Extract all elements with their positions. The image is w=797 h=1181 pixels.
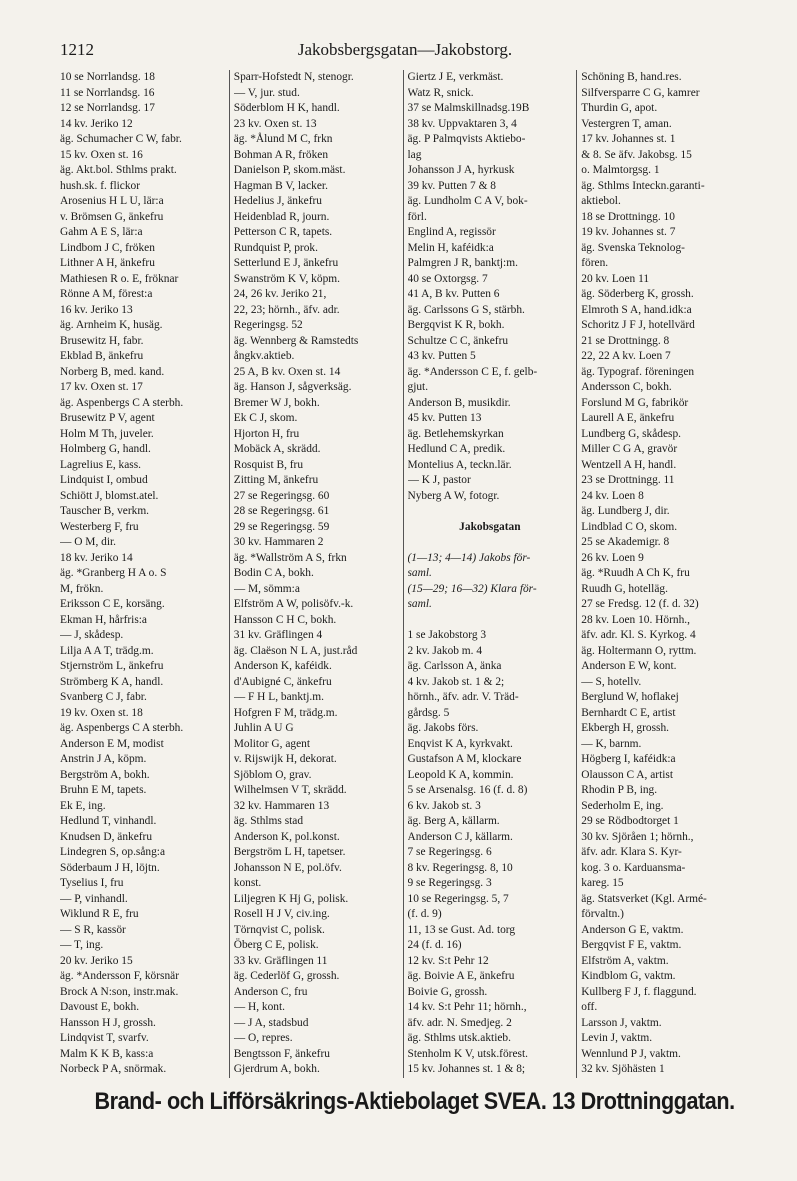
directory-entry: v. Brömsen G, änkefru <box>60 210 164 223</box>
directory-entry: 28 kv. Loen 10. Hörnh., <box>581 613 690 626</box>
directory-entry: & 8. Se äfv. Jakobsg. 15 <box>581 148 692 161</box>
directory-entry: — V, jur. stud. <box>233 86 300 99</box>
directory-entry: Montelius A, teckn.lär. <box>407 458 512 471</box>
directory-entry: 17 kv. Johannes st. 1 <box>581 133 676 145</box>
directory-entry: Miller C G A, gravör <box>581 443 678 455</box>
directory-entry: — S, hotellv. <box>581 675 642 688</box>
directory-entry: Anderson K, kaféidk. <box>233 660 332 672</box>
directory-entry: 22, 22 A kv. Loen 7 <box>581 350 671 362</box>
directory-entry: Nyberg A W, fotogr. <box>407 489 500 502</box>
directory-entry: Wiklund R E, fru <box>60 908 139 920</box>
directory-entry: 4 kv. Jakob st. 1 & 2; <box>407 675 505 688</box>
directory-entry: äg. Claëson N L A, just.råd <box>233 644 358 657</box>
directory-entry: äg. Carlssons G S, stärbh. <box>407 303 525 316</box>
directory-entry: 31 kv. Gräflingen 4 <box>233 629 323 641</box>
directory-entry: 24 (f. d. 16) <box>407 939 462 951</box>
directory-entry: (15—29; 16—32) Klara för- <box>407 582 537 595</box>
directory-entry: gjut. <box>407 381 429 393</box>
directory-entry: äg. Typograf. föreningen <box>581 365 695 378</box>
directory-entry: Lilja A A T, trädg.m. <box>60 644 154 657</box>
directory-entry: hörnh., äfv. adr. V. Träd- <box>407 691 519 703</box>
directory-entry: äg. Betlehemskyrkan <box>407 427 504 440</box>
directory-entry <box>408 613 573 629</box>
directory-entry: äg. Aspenbergs C A sterbh. <box>60 722 184 734</box>
directory-entry: 14 kv. S:t Pehr 11; hörnh., <box>407 1001 527 1013</box>
directory-entry: (1—13; 4—14) Jakobs för- <box>407 551 531 564</box>
directory-entry: Holm M Th, juveler. <box>60 427 154 440</box>
directory-entry: Liljegren K Hj G, polisk. <box>233 892 349 905</box>
directory-entry: äg. *Ruudh A Ch K, fru <box>581 567 690 579</box>
directory-entry: 12 se Norrlandsg. 17 <box>60 102 155 114</box>
directory-entry: Gustafson A M, klockare <box>407 753 522 765</box>
directory-entry: Kindblom G, vaktm. <box>581 970 676 982</box>
directory-entry: Forslund M G, fabrikör <box>581 396 689 409</box>
directory-entry: 17 kv. Oxen st. 17 <box>60 381 143 393</box>
directory-entry: Hagman B V, lacker. <box>233 179 328 192</box>
directory-entry: förl. <box>407 210 427 223</box>
directory-entry: äg. Lundholm C A V, bok- <box>407 195 528 207</box>
directory-entry: Thurdin G, apot. <box>581 102 658 114</box>
directory-entry: off. <box>581 1001 598 1013</box>
directory-entry: Jakobsgatan <box>459 520 521 533</box>
advertisement-footer: Brand- och Lifförsäkrings-Aktiebolaget SVEA. 13 Drottninggatan. <box>94 1088 735 1115</box>
directory-entry: Bremer W J, bokh. <box>233 396 320 409</box>
directory-entry: 10 se Regeringsg. 5, 7 <box>407 892 509 905</box>
directory-entry: 18 kv. Jeriko 14 <box>60 551 133 564</box>
directory-entry: ångkv.aktieb. <box>233 350 295 362</box>
directory-entry: — J, skådesp. <box>60 629 124 641</box>
directory-entry: Malm K K B, kass:a <box>60 1047 154 1060</box>
directory-entry: äg. Svenska Teknolog- <box>581 241 685 254</box>
directory-entry: äg. Carlsson A, änka <box>407 660 502 672</box>
directory-entry: Schultze C C, änkefru <box>407 334 509 347</box>
directory-entry: (f. d. 9) <box>407 908 442 920</box>
directory-entry: Bergqvist F E, vaktm. <box>581 939 682 951</box>
directory-entry: Petterson C R, tapets. <box>233 226 333 238</box>
directory-entry: Elmroth S A, hand.idk:a <box>581 303 692 316</box>
directory-entry: Hedlund T, vinhandl. <box>60 815 157 827</box>
directory-entry: Öberg C E, polisk. <box>233 939 319 951</box>
directory-entry: Rosquist B, fru <box>233 458 304 471</box>
directory-entry: 25 A, B kv. Oxen st. 14 <box>233 365 341 378</box>
directory-entry: — J A, stadsbud <box>233 1016 309 1029</box>
directory-entry: Rönne A M, förest:a <box>60 288 153 300</box>
directory-entry: Eriksson C E, korsäng. <box>60 598 165 610</box>
directory-entry: äfv. adr. Kl. S. Kyrkog. 4 <box>581 629 696 641</box>
directory-entry: Heidenblad R, journ. <box>233 210 330 223</box>
directory-columns <box>60 70 750 1078</box>
directory-entry: Englind A, regissör <box>407 226 496 238</box>
directory-entry: o. Malmtorgsg. 1 <box>581 164 660 176</box>
directory-entry: Svanberg C J, fabr. <box>60 691 147 703</box>
directory-entry: Norberg B, med. kand. <box>60 365 165 378</box>
directory-entry: Bergström L H, tapetser. <box>233 846 346 858</box>
directory-entry: äg. Arnheim K, husäg. <box>60 319 163 331</box>
directory-entry: 14 kv. Jeriko 12 <box>60 117 133 130</box>
directory-entry: Berglund W, hoflakej <box>581 691 679 703</box>
directory-entry: Söderblom H K, handl. <box>233 102 340 114</box>
directory-entry: 9 se Regeringsg. 3 <box>407 877 492 889</box>
directory-entry: v. Rijswijk H, dekorat. <box>233 753 337 765</box>
directory-entry: 28 se Regeringsg. 61 <box>233 505 330 517</box>
directory-entry: Rhodin P B, ing. <box>581 784 658 796</box>
directory-entry: kog. 3 o. Karduansma- <box>581 861 686 874</box>
page-title: Jakobsbergsgatan—Jakobstorg. <box>297 40 513 59</box>
directory-entry: Brusewitz P V, agent <box>60 412 155 424</box>
directory-entry: M, frökn. <box>60 582 104 595</box>
directory-entry: Lithner A H, änkefru <box>60 257 155 269</box>
directory-entry: Högberg I, kaféidk:a <box>581 753 676 765</box>
directory-entry: äg. *Wallström A S, frkn <box>233 551 347 564</box>
directory-entry: 7 se Regeringsg. 6 <box>407 846 492 858</box>
directory-entry: 19 kv. Oxen st. 18 <box>60 706 143 719</box>
directory-entry: 32 kv. Sjöhästen 1 <box>581 1063 665 1075</box>
directory-entry: Ekbergh H, grossh. <box>581 722 669 734</box>
directory-entry: gårdsg. 5 <box>407 706 450 719</box>
directory-entry: Bergström A, bokh. <box>60 768 150 781</box>
directory-entry: äg. *Granberg H A o. S <box>60 567 167 579</box>
directory-entry: 2 kv. Jakob m. 4 <box>407 644 483 657</box>
directory-entry: Hofgren F M, trädg.m. <box>233 706 338 719</box>
directory-entry: hush.sk. f. flickor <box>60 179 141 192</box>
page-number: 1212 <box>60 40 94 59</box>
directory-entry: 23 kv. Oxen st. 13 <box>233 117 317 130</box>
directory-entry: Zitting M, änkefru <box>233 474 319 486</box>
directory-entry: Danielson P, skom.mäst. <box>233 164 346 176</box>
directory-entry: Wentzell A H, handl. <box>581 458 677 471</box>
directory-entry: Brusewitz H, fabr. <box>60 334 144 347</box>
directory-entry: — F H L, banktj.m. <box>233 691 324 703</box>
directory-entry: Ek C J, skom. <box>233 412 298 424</box>
directory-entry: Juhlin A U G <box>233 722 294 734</box>
directory-entry: Sederholm E, ing. <box>581 799 664 812</box>
directory-entry: Setterlund E J, änkefru <box>233 257 339 269</box>
directory-entry: Swanström K V, köpm. <box>233 272 340 285</box>
directory-entry: äg. Sthlms utsk.aktieb. <box>407 1032 511 1044</box>
directory-entry: Bodin C A, bokh. <box>233 567 314 579</box>
directory-entry: äg. Akt.bol. Sthlms prakt. <box>60 164 177 176</box>
directory-entry: 38 kv. Uppvaktaren 3, 4 <box>407 117 517 130</box>
directory-entry: Melin H, kaféidk:a <box>407 241 494 254</box>
directory-entry: Knudsen D, änkefru <box>60 830 153 843</box>
directory-entry: 12 kv. S:t Pehr 12 <box>407 954 489 967</box>
directory-entry: 20 kv. Jeriko 15 <box>60 954 133 967</box>
directory-entry: Tauscher B, verkm. <box>60 505 150 517</box>
directory-entry: Anderson E W, kont. <box>581 660 677 672</box>
directory-entry: — S R, kassör <box>60 923 126 936</box>
column-2 <box>229 70 403 1078</box>
directory-entry: Wilhelmsen V T, skrädd. <box>233 784 347 796</box>
directory-entry: Hedelius J, änkefru <box>233 195 322 207</box>
directory-entry: 37 se Malmskillnadsg.19B <box>407 102 530 114</box>
directory-entry: äg. Aspenbergs C A sterbh. <box>60 396 184 409</box>
directory-entry: Hjorton H, fru <box>233 427 300 440</box>
directory-entry: äg. Wennberg & Ramstedts <box>233 334 359 347</box>
directory-entry: Kullberg F J, f. flaggund. <box>581 985 697 998</box>
directory-entry: Molitor G, agent <box>233 737 310 750</box>
directory-entry: — K, barnm. <box>581 737 642 750</box>
directory-entry: Lindblad C O, skom. <box>581 520 678 533</box>
directory-entry: aktiebol. <box>581 195 621 207</box>
directory-entry: Stenholm K V, utsk.förest. <box>407 1047 528 1060</box>
directory-entry: Ekblad B, änkefru <box>60 350 144 362</box>
directory-entry: förvaltn.) <box>581 908 624 920</box>
directory-entry: Söderbaum J H, löjtn. <box>60 861 160 874</box>
directory-entry: 30 kv. Sjöråen 1; hörnh., <box>581 830 694 843</box>
directory-entry: — O M, dir. <box>60 536 117 548</box>
directory-entry: Leopold K A, kommin. <box>407 768 514 781</box>
directory-entry: Strömberg K A, handl. <box>60 675 164 688</box>
directory-entry: äg. Cederlöf G, grossh. <box>233 970 340 982</box>
directory-entry: Watz R, snick. <box>407 86 474 99</box>
directory-entry: Boivie G, grossh. <box>407 985 488 998</box>
directory-entry: 8 kv. Regeringsg. 8, 10 <box>407 861 513 874</box>
directory-entry: Andersson C, bokh. <box>581 381 672 393</box>
directory-entry: Regeringsg. 52 <box>233 319 303 331</box>
column-4 <box>576 70 750 1078</box>
directory-entry: Lagrelius E, kass. <box>60 458 141 471</box>
directory-entry: 29 se Regeringsg. 59 <box>233 520 330 533</box>
directory-entry: äfv. adr. Klara S. Kyr- <box>581 846 682 858</box>
directory-entry: Olausson C A, artist <box>581 768 674 781</box>
directory-entry: Johansson J A, hyrkusk <box>407 164 515 176</box>
directory-entry: 24 kv. Loen 8 <box>581 489 644 502</box>
directory-entry: — T, ing. <box>60 939 104 951</box>
directory-entry: Rosell H J V, civ.ing. <box>233 908 330 920</box>
directory-entry: saml. <box>407 598 432 610</box>
directory-entry <box>408 1078 573 1079</box>
directory-entry: äg. *Andersson C E, f. gelb- <box>407 365 538 378</box>
directory-entry: äg. Berg A, källarm. <box>407 815 500 827</box>
directory-entry: Larsson J, vaktm. <box>581 1016 662 1029</box>
directory-entry: fören. <box>581 257 609 269</box>
directory-entry: äg. *Andersson F, körsnär <box>60 970 179 982</box>
directory-entry: 25 se Akademigr. 8 <box>581 536 670 548</box>
directory-entry: 32 kv. Hammaren 13 <box>233 799 330 812</box>
directory-entry: Palmgren J R, banktj:m. <box>407 257 518 269</box>
directory-entry: Sjöblom O, grav. <box>233 768 312 781</box>
directory-entry: 15 kv. Oxen st. 16 <box>60 148 143 161</box>
directory-entry: Tyselius I, fru <box>60 877 124 889</box>
directory-entry: Lundberg G, skådesp. <box>581 427 682 440</box>
directory-entry: Ekman H, hårfris:a <box>60 613 147 626</box>
directory-entry: Westerberg F, fru <box>60 520 139 533</box>
directory-entry: äg. Hanson J, sågverksäg. <box>233 381 352 393</box>
directory-entry: 40 se Oxtorgsg. 7 <box>407 272 488 285</box>
directory-entry: äg. Söderberg K, grossh. <box>581 288 694 300</box>
directory-entry: Anderson C J, källarm. <box>407 830 513 843</box>
directory-entry: saml. <box>407 567 432 579</box>
directory-entry: 23 se Drottningg. 11 <box>581 474 675 486</box>
directory-entry: Elfström A W, polisöfv.-k. <box>233 598 354 610</box>
directory-entry: Bernhardt C E, artist <box>581 706 676 719</box>
directory-entry: 21 se Drottningg. 8 <box>581 334 670 347</box>
page-header <box>60 40 750 64</box>
directory-entry: Hedlund C A, predik. <box>407 443 506 455</box>
directory-entry: Enqvist K A, kyrkvakt. <box>407 737 513 750</box>
directory-entry: Mathiesen R o. E, fröknar <box>60 272 179 285</box>
directory-entry <box>60 1078 225 1079</box>
directory-entry: 27 se Regeringsg. 60 <box>233 489 330 502</box>
directory-entry: Silfversparre C G, kamrer <box>581 86 700 99</box>
directory-entry: Vestergren T, aman. <box>581 117 672 130</box>
directory-entry: — P, vinhandl. <box>60 892 128 905</box>
directory-entry: Ek E, ing. <box>60 799 106 812</box>
directory-entry: Giertz J E, verkmäst. <box>407 71 504 83</box>
directory-entry: äg. Statsverket (Kgl. Armé- <box>581 892 707 905</box>
directory-entry: Arosenius H L U, lär:a <box>60 195 164 207</box>
directory-entry: Norbeck P A, snörmak. <box>60 1063 167 1075</box>
directory-entry: Lindbom J C, fröken <box>60 241 155 254</box>
directory-entry: — H, kont. <box>233 1001 286 1013</box>
directory-entry: Bruhn E M, tapets. <box>60 784 147 796</box>
directory-entry: Levin J, vaktm. <box>581 1032 653 1044</box>
directory-entry: äg. Boivie A E, änkefru <box>407 970 515 982</box>
directory-entry: Davoust E, bokh. <box>60 1001 140 1013</box>
directory-entry: 26 kv. Loen 9 <box>581 551 644 564</box>
directory-entry: Lindegren S, op.sång:a <box>60 846 166 858</box>
directory-entry: Hansson H J, grossh. <box>60 1016 156 1029</box>
directory-entry: äg. Lundberg J, dir. <box>581 505 670 517</box>
directory-entry: Mobäck A, skrädd. <box>233 443 321 455</box>
directory-entry: 10 se Norrlandsg. 18 <box>60 71 155 83</box>
directory-entry: 30 kv. Hammaren 2 <box>233 536 324 548</box>
directory-entry: 15 kv. Johannes st. 1 & 8; <box>407 1063 526 1075</box>
directory-entry: 33 kv. Gräflingen 11 <box>233 954 328 967</box>
directory-entry: Rundquist P, prok. <box>233 241 318 254</box>
directory-entry: Gjerdrum A, bokh. <box>233 1063 320 1075</box>
directory-entry: 16 kv. Jeriko 13 <box>60 303 133 316</box>
directory-entry: Anderson G E, vaktm. <box>581 923 684 936</box>
directory-entry: Johansson N E, pol.öfv. <box>233 861 342 874</box>
directory-entry: Lindqvist T, svarfv. <box>60 1032 149 1044</box>
directory-entry: Anderson E M, modist <box>60 737 164 750</box>
directory-entry: 45 kv. Putten 13 <box>407 412 482 424</box>
directory-entry: 19 kv. Johannes st. 7 <box>581 226 676 238</box>
directory-entry: Anstrin J A, köpm. <box>60 753 147 765</box>
column-1 <box>60 70 229 1078</box>
directory-entry: Wennlund P J, vaktm. <box>581 1047 681 1060</box>
directory-entry: Stjernström L, änkefru <box>60 660 164 672</box>
directory-entry: äg. Jakobs förs. <box>407 722 479 734</box>
directory-entry: Anderson B, musikdir. <box>407 396 511 409</box>
directory-entry: Anderson C, fru <box>233 985 308 998</box>
directory-entry: — M, sömm:a <box>233 582 300 595</box>
directory-entry: Gahm A E S, lär:a <box>60 226 143 238</box>
directory-entry: 27 se Fredsg. 12 (f. d. 32) <box>581 598 699 610</box>
directory-entry: 11, 13 se Gust. Ad. torg <box>407 923 516 936</box>
directory-entry: Elfström A, vaktm. <box>581 954 669 967</box>
directory-entry: d'Aubigné C, änkefru <box>233 675 332 688</box>
directory-entry: äfv. adr. N. Smedjeg. 2 <box>407 1016 512 1029</box>
directory-entry <box>408 504 573 520</box>
directory-entry: Ruudh G, hotelläg. <box>581 582 668 595</box>
directory-entry: Anderson K, pol.konst. <box>233 830 340 843</box>
directory-entry <box>234 1078 399 1079</box>
directory-entry: Bohman A R, fröken <box>233 148 329 161</box>
directory-entry: äg. P Palmqvists Aktiebo- <box>407 133 526 145</box>
directory-entry: äg. Sthlms stad <box>233 815 304 827</box>
directory-entry: Törnqvist C, polisk. <box>233 923 325 936</box>
column-3 <box>403 70 577 1078</box>
directory-entry: Bengtsson F, änkefru <box>233 1047 330 1060</box>
directory-entry: — K J, pastor <box>407 474 471 486</box>
directory-entry: 5 se Arsenalsg. 16 (f. d. 8) <box>407 784 528 796</box>
directory-entry: 24, 26 kv. Jeriko 21, <box>233 288 327 300</box>
directory-entry: konst. <box>233 877 262 889</box>
directory-entry: 11 se Norrlandsg. 16 <box>60 86 155 99</box>
directory-entry: Schoritz J F J, hotellvärd <box>581 319 695 331</box>
directory-entry: äg. Holtermann O, ryttm. <box>581 644 697 657</box>
directory-entry <box>408 535 573 551</box>
directory-entry: 39 kv. Putten 7 & 8 <box>407 179 496 192</box>
directory-entry: äg. Sthlms Inteckn.garanti- <box>581 179 705 192</box>
directory-entry: Sparr-Hofstedt N, stenogr. <box>233 71 354 83</box>
directory-entry: Schöning B, hand.res. <box>581 71 682 83</box>
directory-entry: Hansson C H C, bokh. <box>233 613 337 626</box>
directory-entry: 1 se Jakobstorg 3 <box>407 629 487 641</box>
directory-entry <box>581 1078 746 1079</box>
directory-entry: 18 se Drottningg. 10 <box>581 210 675 223</box>
directory-entry: 20 kv. Loen 11 <box>581 272 650 285</box>
directory-entry: Schiött J, blomst.atel. <box>60 489 159 502</box>
directory-entry: 22, 23; hörnh., äfv. adr. <box>233 303 340 316</box>
directory-entry: Laurell A E, änkefru <box>581 412 675 424</box>
directory-entry: lag <box>407 148 422 161</box>
directory-entry: Brock A N:son, instr.mak. <box>60 985 179 998</box>
directory-entry: äg. Schumacher C W, fabr. <box>60 133 182 145</box>
directory-entry: — O, repres. <box>233 1032 293 1044</box>
directory-entry: Holmberg G, handl. <box>60 443 151 455</box>
directory-entry: 29 se Rödbodtorget 1 <box>581 815 679 827</box>
directory-entry: 41 A, B kv. Putten 6 <box>407 288 500 300</box>
directory-entry: äg. *Ålund M C, frkn <box>233 133 333 145</box>
directory-entry: Lindquist I, ombud <box>60 474 148 486</box>
directory-entry: 6 kv. Jakob st. 3 <box>407 799 481 812</box>
directory-entry: kareg. 15 <box>581 877 624 889</box>
directory-entry: 43 kv. Putten 5 <box>407 350 476 362</box>
directory-entry: Bergqvist K R, bokh. <box>407 319 505 331</box>
